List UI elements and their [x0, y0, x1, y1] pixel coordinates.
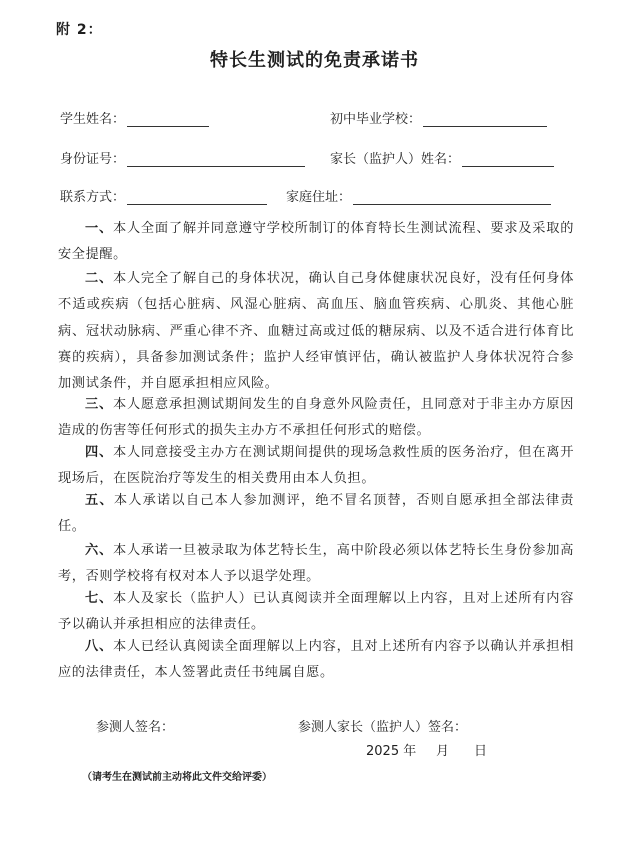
clause-5 [58, 488, 574, 541]
date-day: 日 [474, 744, 488, 759]
clause-2 [58, 266, 574, 397]
clause-2-text: 本人完全了解自己的身体状况，确认自己身体健康状况良好，没有任何身体不适或疾病（包括心脏病、风湿心脏病、高血压、脑血管疾病、心肌炎、其他心脏病、冠状动脉病、严重心律不齐、血糖过高或过低的糖尿病、以及不适合进行体育比赛的疾病），具备参加测试条件；监护人经审慎评估，确认被监护人身体状况符合参加测试条件，并自愿承担相应风险。 [58, 271, 575, 392]
middle-school-label: 初中毕业学校： [330, 112, 422, 127]
clause-3-lead: 三、 [85, 397, 113, 412]
clause-5-lead: 五、 [85, 493, 114, 508]
guardian-name-field [330, 148, 554, 167]
clause-6 [58, 538, 574, 591]
clause-8 [58, 634, 574, 687]
contact-field [60, 186, 267, 205]
page-title: 特长生测试的免责承诺书 [210, 50, 419, 71]
student-name-field [60, 108, 209, 127]
student-name-label: 学生姓名： [60, 112, 126, 127]
clause-6-lead: 六、 [85, 543, 113, 558]
address-label: 家庭住址： [286, 190, 352, 205]
clause-4-lead: 四、 [85, 445, 113, 460]
clause-7-lead: 七、 [85, 591, 113, 606]
clause-7 [58, 586, 574, 639]
clause-8-lead: 八、 [85, 639, 113, 654]
clause-4-text: 本人同意接受主办方在测试期间提供的现场急救性质的医务治疗，但在离开现场后，在医院治疗等发生的相关费用由本人负担。 [58, 445, 575, 487]
contact-input-line[interactable] [127, 190, 267, 205]
clause-1 [58, 216, 574, 269]
participant-signature-label: 参测人签名： [96, 720, 175, 735]
clause-5-text: 本人承诺以自己本人参加测评，绝不冒名顶替，否则自愿承担全部法律责任。 [58, 493, 575, 535]
clause-1-text: 本人全面了解并同意遵守学校所制订的体育特长生测试流程、要求及采取的安全提醒。 [58, 221, 575, 263]
date-month: 月 [436, 744, 450, 759]
clause-8-text: 本人已经认真阅读全面理解以上内容，且对上述所有内容予以确认并承担相应的法律责任，本人签署此责任书纯属自愿。 [58, 639, 575, 681]
date-year: 2025 年 [366, 744, 417, 759]
address-input-line[interactable] [353, 190, 551, 205]
footer-note: （请考生在测试前主动将此文件交给评委） [82, 772, 272, 783]
contact-label: 联系方式： [60, 190, 126, 205]
clause-6-text: 本人承诺一旦被录取为体艺特长生，高中阶段必须以体艺特长生身份参加高考，否则学校将有权对本人予以退学处理。 [58, 543, 575, 585]
guardian-signature-label: 参测人家长（监护人）签名： [298, 720, 468, 735]
clause-2-lead: 二、 [85, 271, 113, 286]
id-number-label: 身份证号： [60, 152, 126, 167]
guardian-name-input-line[interactable] [462, 152, 554, 167]
clause-1-lead: 一、 [85, 221, 113, 236]
clause-7-text: 本人及家长（监护人）已认真阅读并全面理解以上内容，且对上述所有内容予以确认并承担相应的法律责任。 [58, 591, 575, 633]
id-number-input-line[interactable] [127, 152, 305, 167]
guardian-name-label: 家长（监护人）姓名： [330, 152, 461, 167]
attachment-label: 附 2： [56, 22, 103, 38]
student-name-input-line[interactable] [127, 112, 209, 127]
address-field [286, 186, 551, 205]
clause-3-text: 本人愿意承担测试期间发生的自身意外风险责任，且同意对于非主办方原因造成的伤害等任何形式的损失主办方不承担任何形式的赔偿。 [58, 397, 575, 439]
middle-school-input-line[interactable] [423, 112, 547, 127]
middle-school-field [330, 108, 547, 127]
clause-3 [58, 392, 574, 445]
id-number-field [60, 148, 305, 167]
clause-4 [58, 440, 574, 493]
